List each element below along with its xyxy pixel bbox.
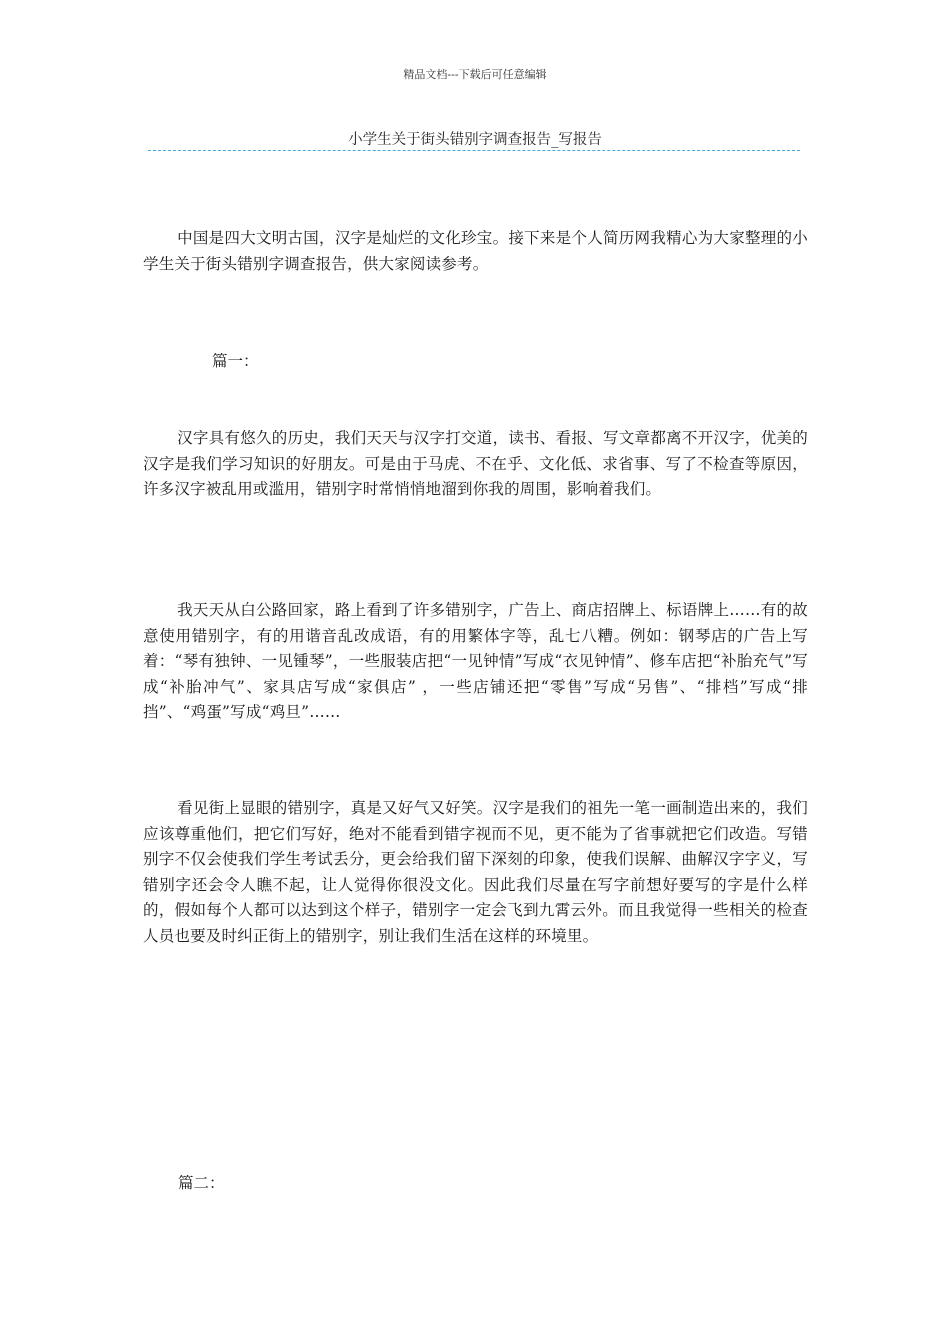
body-paragraph-1: 汉字具有悠久的历史，我们天天与汉字打交道，读书、看报、写文章都离不开汉字，优美的汉字是我们学习知识的好朋友。可是由于马虎、不在乎、文化低、求省事、写了不检查等原因，许多汉字被乱用或滥用，错别字时常悄悄地溜到你我的周围，影响着我们。 <box>143 429 808 498</box>
body-paragraph-3: 看见街上显眼的错别字，真是又好气又好笑。汉字是我们的祖先一笔一画制造出来的，我们应该尊重他们，把它们写好，绝对不能看到错字视而不见，更不能为了省事就把它们改造。写错别字不仅会使我们学生考试丢分，更会给我们留下深刻的印象，使我们误解、曲解汉字字义，写错别字还会令人瞧不起，让人觉得你很没文化。因此我们尽量在写字前想好要写的字是什么样的，假如每个人都可以达到这个样子，错别字一定会飞到九霄云外。而且我觉得一些相关的检查人员也要及时纠正街上的错别字，别让我们生活在这样的环境里。 <box>143 799 808 945</box>
body-paragraph-2: 我天天从白公路回家，路上看到了许多错别字，广告上、商店招牌上、标语牌上……有的故意使用错别字，有的用谐音乱改成语，有的用繁体字等，乱七八糟。例如：钢琴店的广告上写着：“琴有独钟、一见锺琴”，一些服装店把“一见钟情”写成“衣见钟情”、修车店把“补胎充气”写成“补胎冲气”、家具店写成“家俱店” ，一些店铺还把“零售”写成“另售”、“排档”写成“排挡”、“鸡蛋”写成“鸡旦”…… <box>143 601 808 721</box>
intro-paragraph: 中国是四大文明古国，汉字是灿烂的文化珍宝。接下来是个人简历网我精心为大家整理的小学生关于街头错别字调查报告，供大家阅读参考。 <box>143 229 808 273</box>
page-header-watermark: 精品文档---下载后可任意编辑 <box>403 68 547 81</box>
document-title: 小学生关于街头错别字调查报告_写报告 <box>348 132 602 148</box>
section-heading-1: 篇一： <box>212 352 259 370</box>
section-heading-2: 篇二： <box>178 1174 225 1192</box>
title-divider <box>148 150 800 151</box>
